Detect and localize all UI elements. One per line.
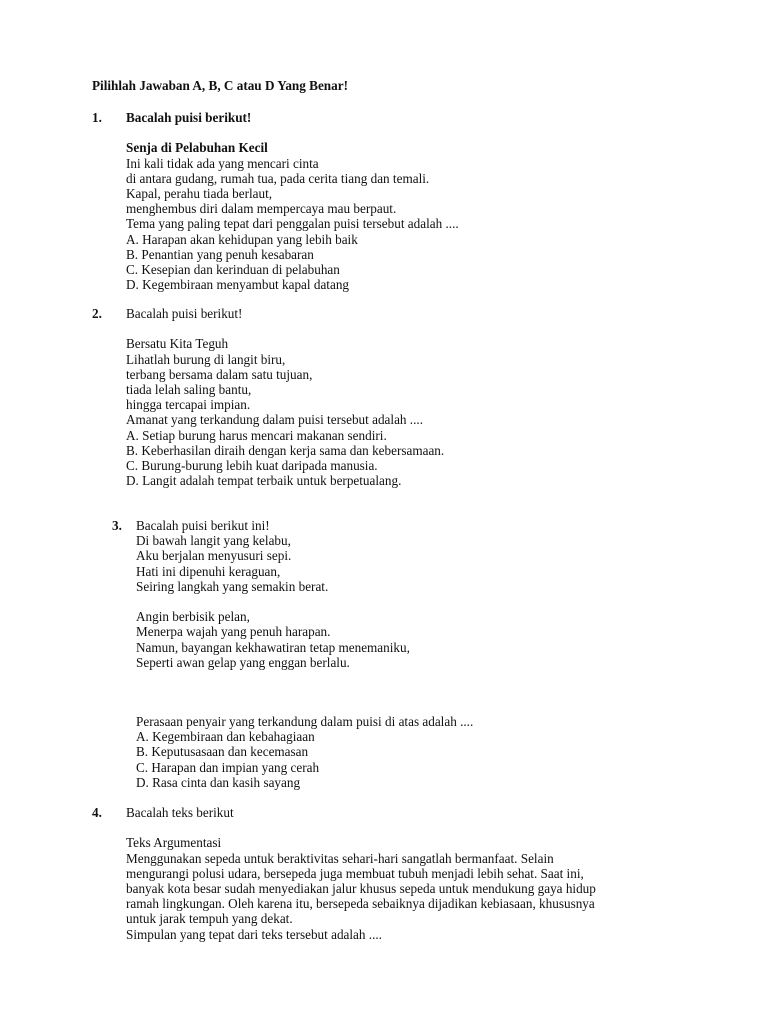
question-3 <box>136 518 410 670</box>
poem-line: Menerpa wajah yang penuh harapan. <box>136 624 331 640</box>
question-1-prompt: Bacalah puisi berikut! <box>126 110 252 125</box>
poem-line: Kapal, perahu tiada berlaut, <box>126 186 273 202</box>
poem-1-title: Senja di Pelabuhan Kecil <box>126 140 268 156</box>
question-1-number: 1. <box>92 110 102 125</box>
poem-line: tiada lelah saling bantu, <box>126 382 252 398</box>
question-3-number: 3. <box>112 518 122 533</box>
option-c: C. Burung-burung lebih kuat daripada manusia. <box>126 458 378 474</box>
poem-line: menghembus diri dalam mempercaya mau berpaut. <box>126 201 397 217</box>
poem-line: Namun, bayangan kekhawatiran tetap menemaniku, <box>136 639 410 655</box>
option-a: A. Harapan akan kehidupan yang lebih baik <box>126 231 358 247</box>
poem-2-title: Bersatu Kita Teguh <box>126 336 229 352</box>
paragraph-line: ramah lingkungan. Oleh karena itu, bersepeda sebaiknya dijadikan kebiasaan, khususnya <box>126 896 595 912</box>
poem-line: Seiring langkah yang semakin berat. <box>136 578 329 594</box>
question-3-prompt: Bacalah puisi berikut ini! <box>136 518 270 533</box>
option-b: B. Penantian yang penuh kesabaran <box>126 246 314 262</box>
poem-line: Hati ini dipenuhi keraguan, <box>136 563 281 579</box>
poem-line: hingga tercapai impian. <box>126 397 251 413</box>
paragraph-line: Menggunakan sepeda untuk beraktivitas sehari-hari sangatlah bermanfaat. Selain <box>126 850 554 866</box>
option-a: A. Kegembiraan dan kebahagiaan <box>136 729 315 745</box>
poem-line: Ini kali tidak ada yang mencari cinta <box>126 155 319 171</box>
poem-line: Di bawah langit yang kelabu, <box>136 533 291 549</box>
option-c: C. Kesepian dan kerinduan di pelabuhan <box>126 262 340 278</box>
option-b: B. Keputusasaan dan kecemasan <box>136 744 309 760</box>
option-c: C. Harapan dan impian yang cerah <box>136 759 320 775</box>
paragraph-line: banyak kota besar sudah menyediakan jalur khusus sepeda untuk mendukung gaya hidup <box>126 881 596 897</box>
question-2-number: 2. <box>92 306 102 321</box>
poem-line: Seperti awan gelap yang enggan berlalu. <box>136 654 350 670</box>
text-title: Teks Argumentasi <box>126 835 222 851</box>
question-2-prompt: Bacalah puisi berikut! <box>126 306 243 321</box>
question-3-choices <box>136 714 473 790</box>
poem-line: di antara gudang, rumah tua, pada cerita tiang dan temali. <box>126 170 430 186</box>
question-1-text: Tema yang paling tepat dari penggalan puisi tersebut adalah .... <box>126 216 459 232</box>
option-d: D. Kegembiraan menyambut kapal datang <box>126 277 350 293</box>
poem-line: terbang bersama dalam satu tujuan, <box>126 366 313 382</box>
option-b: B. Keberhasilan diraih dengan kerja sama dan kebersamaan. <box>126 442 445 458</box>
paragraph-line: untuk jarak tempuh yang dekat. <box>126 911 293 927</box>
question-4-number: 4. <box>92 805 102 820</box>
question-1 <box>126 110 459 292</box>
instruction-heading: Pilihlah Jawaban A, B, C atau D Yang Benar! <box>92 78 348 93</box>
question-2-text: Amanat yang terkandung dalam puisi tersebut adalah .... <box>126 412 423 428</box>
question-4-prompt: Bacalah teks berikut <box>126 805 234 820</box>
paragraph-line: mengurangi polusi udara, bersepeda juga membuat tubuh menjadi lebih sehat. Saat ini, <box>126 865 584 881</box>
poem-line: Angin berbisik pelan, <box>136 609 250 625</box>
poem-line: Lihatlah burung di langit biru, <box>126 351 286 367</box>
option-a: A. Setiap burung harus mencari makanan sendiri. <box>126 427 387 443</box>
option-d: D. Langit adalah tempat terbaik untuk berpetualang. <box>126 473 402 489</box>
question-4-text: Simpulan yang tepat dari teks tersebut adalah .... <box>126 926 382 942</box>
question-4 <box>126 805 596 942</box>
option-d: D. Rasa cinta dan kasih sayang <box>136 774 301 790</box>
question-2 <box>126 306 444 488</box>
question-3-text: Perasaan penyair yang terkandung dalam puisi di atas adalah .... <box>136 714 474 729</box>
poem-line: Aku berjalan menyusuri sepi. <box>136 548 292 564</box>
